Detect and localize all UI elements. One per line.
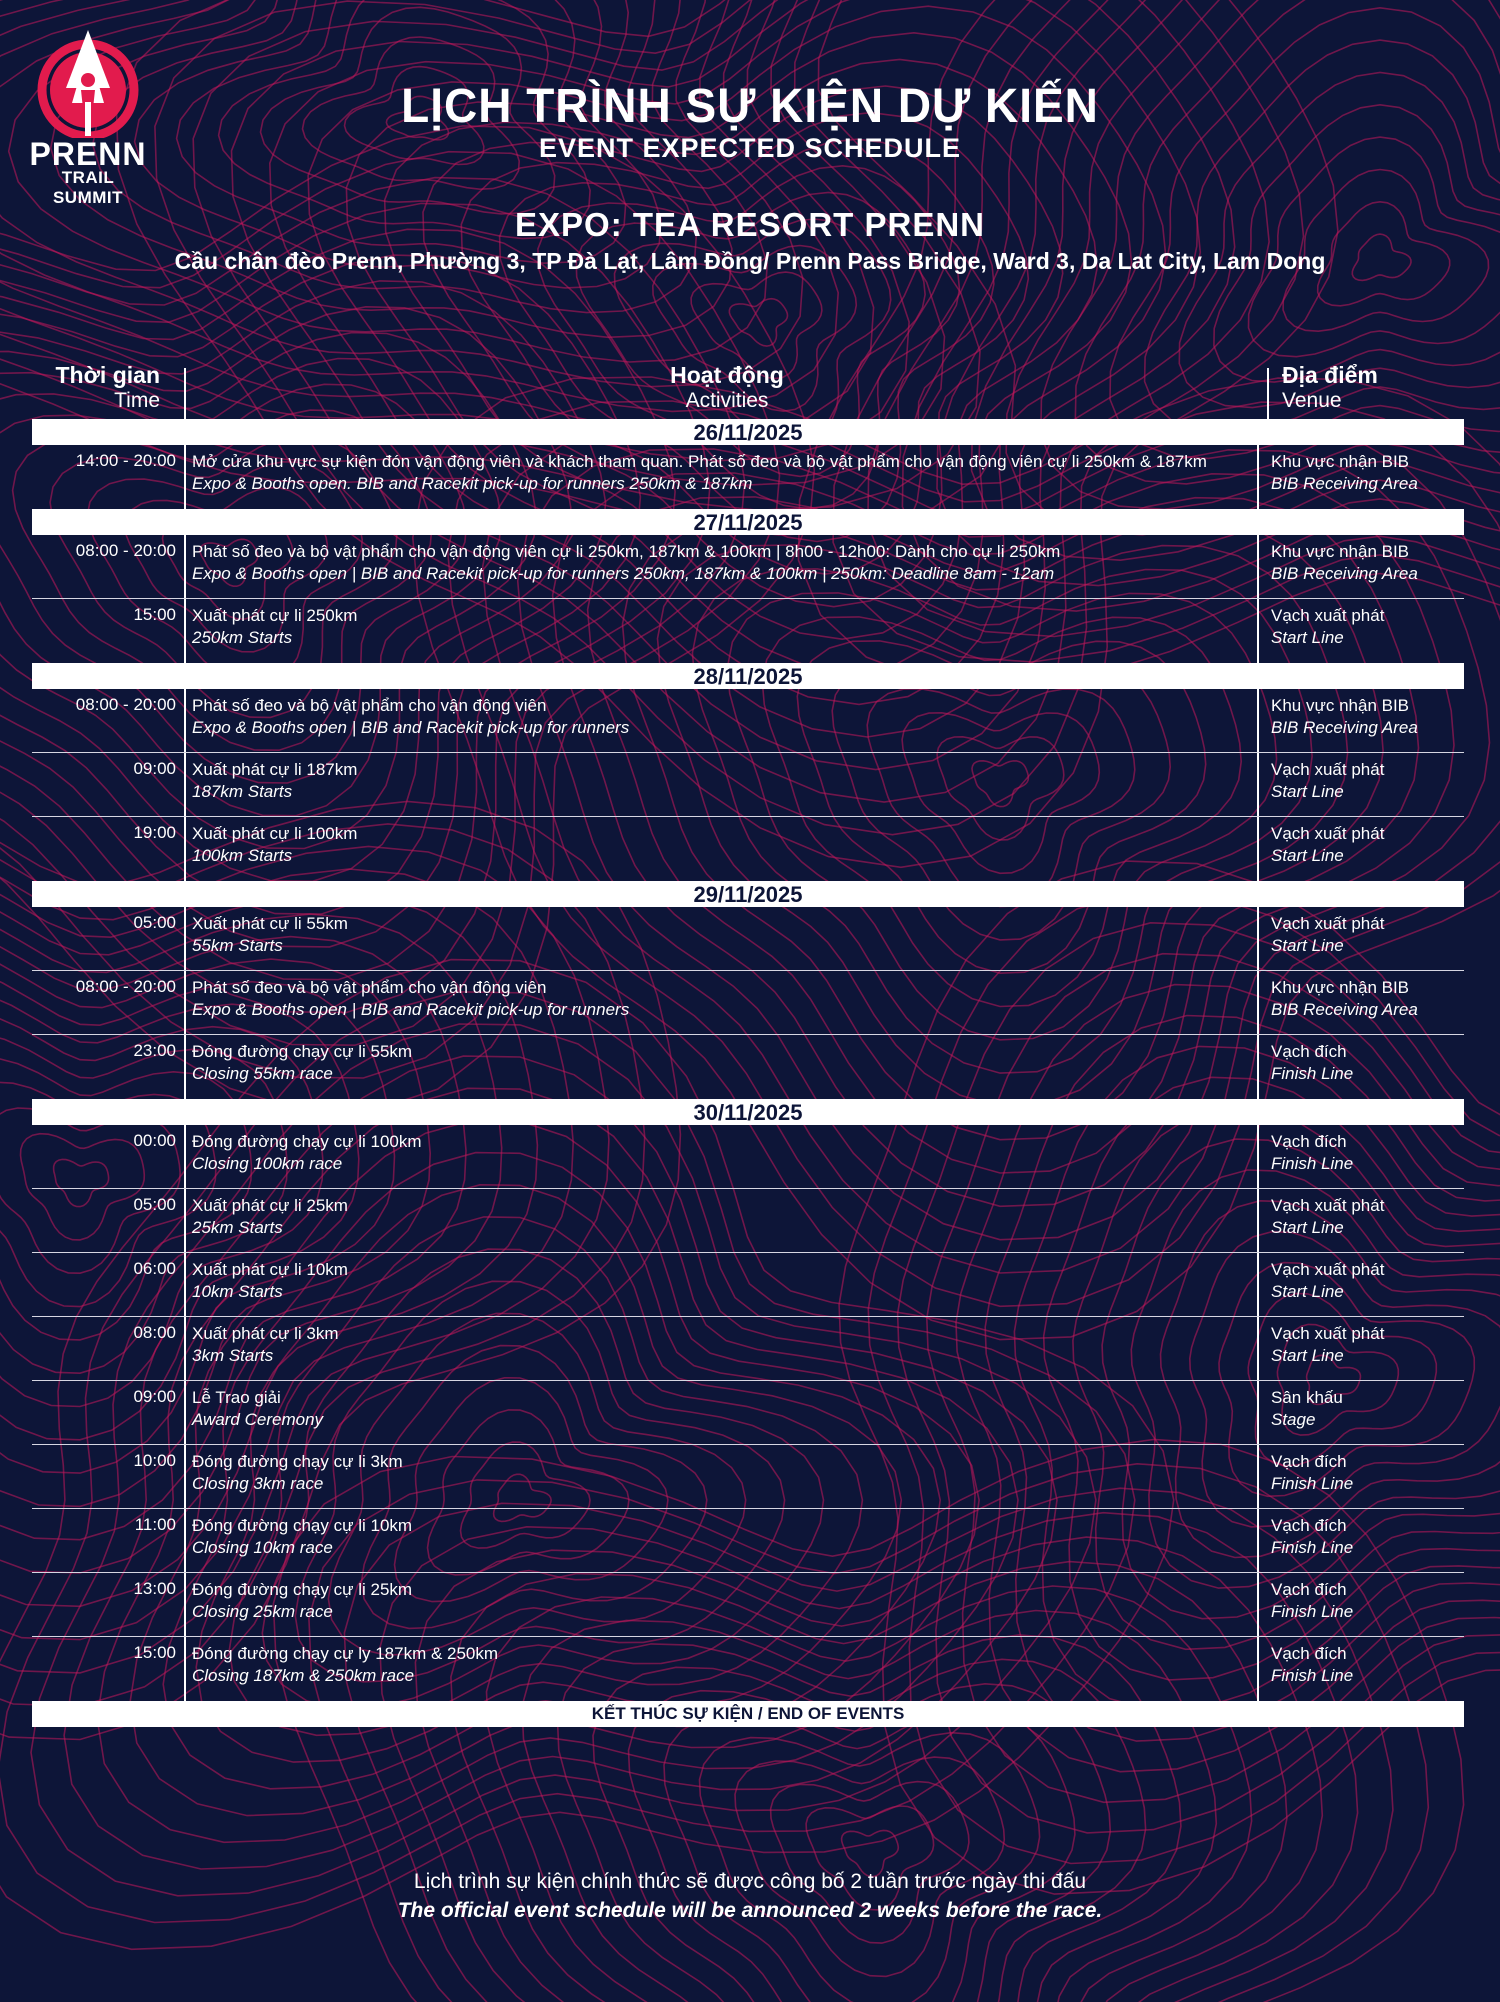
venue-vi: Vạch xuất phát xyxy=(1271,1196,1385,1215)
activity-vi: Lễ Trao giải xyxy=(192,1388,281,1407)
event-activity xyxy=(186,1189,1259,1252)
event-time: 13:00 xyxy=(32,1573,186,1636)
activity-vi: Đóng đường chạy cự li 100km xyxy=(192,1132,422,1151)
event-venue xyxy=(1259,1253,1464,1316)
event-time: 08:00 - 20:00 xyxy=(32,689,186,752)
venue-en: Finish Line xyxy=(1271,1666,1354,1685)
event-venue xyxy=(1259,1035,1464,1099)
activity-en: 25km Starts xyxy=(192,1218,283,1237)
event-time: 00:00 xyxy=(32,1125,186,1188)
event-activity xyxy=(186,1035,1259,1099)
column-header-activity-vi: Hoạt động xyxy=(670,362,784,388)
event-activity xyxy=(186,971,1259,1034)
footer-note-vi: Lịch trình sự kiện chính thức sẽ được công bố 2 tuần trước ngày thi đấu xyxy=(413,1870,1087,1893)
event-activity xyxy=(186,1573,1259,1636)
event-venue xyxy=(1259,1637,1464,1701)
event-venue xyxy=(1259,1445,1464,1508)
activity-en: 3km Starts xyxy=(192,1346,274,1365)
event-venue xyxy=(1259,535,1464,598)
activity-en: Closing 10km race xyxy=(192,1538,333,1557)
activity-en: 100km Starts xyxy=(192,846,293,865)
column-header-venue-en: Venue xyxy=(1282,389,1342,412)
event-venue xyxy=(1259,817,1464,881)
venue-vi: Vạch xuất phát xyxy=(1271,1324,1385,1343)
event-time: 10:00 xyxy=(32,1445,186,1508)
column-header-activity xyxy=(186,362,1268,413)
venue-en: BIB Receiving Area xyxy=(1271,564,1418,583)
date-header: 29/11/2025 xyxy=(32,881,1464,907)
event-venue xyxy=(1259,1381,1464,1444)
event-activity xyxy=(186,689,1259,752)
activity-en: Closing 3km race xyxy=(192,1474,324,1493)
event-venue xyxy=(1259,907,1464,970)
activity-en: Expo & Booths open. BIB and Racekit pick-up for runners 250km & 187km xyxy=(192,474,753,493)
schedule-row xyxy=(32,535,1464,599)
event-venue xyxy=(1259,599,1464,663)
page-title: LỊCH TRÌNH SỰ KIỆN DỰ KIẾN xyxy=(401,77,1099,133)
date-header: 26/11/2025 xyxy=(32,419,1464,445)
venue-vi: Khu vực nhận BIB xyxy=(1271,978,1410,997)
column-header-activity-en: Activities xyxy=(685,389,769,412)
event-time: 14:00 - 20:00 xyxy=(32,445,186,509)
venue-en: Start Line xyxy=(1271,782,1344,801)
activity-en: Award Ceremony xyxy=(192,1410,324,1429)
event-venue xyxy=(1259,753,1464,816)
event-venue xyxy=(1259,971,1464,1034)
event-venue xyxy=(1259,445,1464,509)
end-of-events-bar: KẾT THÚC SỰ KIỆN / END OF EVENTS xyxy=(32,1701,1464,1727)
schedule-row xyxy=(32,1317,1464,1381)
event-time: 15:00 xyxy=(32,599,186,663)
event-venue xyxy=(1259,1317,1464,1380)
venue-vi: Vạch đích xyxy=(1271,1132,1347,1151)
venue-vi: Khu vực nhận BIB xyxy=(1271,452,1410,471)
event-activity xyxy=(186,1125,1259,1188)
activity-vi: Đóng đường chạy cự li 25km xyxy=(192,1580,413,1599)
activity-vi: Đóng đường chạy cự ly 187km & 250km xyxy=(192,1644,499,1663)
venue-en: Start Line xyxy=(1271,628,1344,647)
activity-en: Closing 187km & 250km race xyxy=(192,1666,415,1685)
event-time: 05:00 xyxy=(32,1189,186,1252)
schedule-row xyxy=(32,1253,1464,1317)
column-header-time xyxy=(34,362,160,413)
venue-en: Start Line xyxy=(1271,846,1344,865)
schedule-row xyxy=(32,907,1464,971)
logo-tagline: TRAIL SUMMIT xyxy=(52,168,124,207)
event-venue xyxy=(1259,1189,1464,1252)
event-time: 08:00 - 20:00 xyxy=(32,971,186,1034)
activity-en: Expo & Booths open | BIB and Racekit pick-up for runners xyxy=(192,1000,630,1019)
venue-en: Start Line xyxy=(1271,1346,1344,1365)
activity-vi: Xuất phát cự li 3km xyxy=(192,1324,339,1343)
venue-en: Finish Line xyxy=(1271,1474,1354,1493)
activity-en: Expo & Booths open | BIB and Racekit pick-up for runners xyxy=(192,718,630,737)
venue-vi: Vạch xuất phát xyxy=(1271,824,1385,843)
venue-en: Finish Line xyxy=(1271,1154,1354,1173)
column-header-venue-vi: Địa điểm xyxy=(1282,362,1378,388)
event-time: 23:00 xyxy=(32,1035,186,1099)
event-activity xyxy=(186,1381,1259,1444)
activity-en: 187km Starts xyxy=(192,782,293,801)
event-activity xyxy=(186,445,1259,509)
venue-vi: Vạch đích xyxy=(1271,1452,1347,1471)
schedule-row xyxy=(32,1445,1464,1509)
venue-en: BIB Receiving Area xyxy=(1271,718,1418,737)
column-header-time-vi: Thời gian xyxy=(55,362,160,388)
activity-vi: Phát số đeo và bộ vật phẩm cho vận động viên xyxy=(192,696,547,715)
venue-vi: Khu vực nhận BIB xyxy=(1271,696,1410,715)
activity-vi: Phát số đeo và bộ vật phẩm cho vận động viên cự li 250km, 187km & 100km | 8h00 - 12h00: Dành cho cự li 250km xyxy=(192,542,1061,561)
venue-vi: Vạch đích xyxy=(1271,1580,1347,1599)
event-time: 15:00 xyxy=(32,1637,186,1701)
venue-vi: Vạch đích xyxy=(1271,1042,1347,1061)
expo-venue-title: EXPO: TEA RESORT PRENN xyxy=(515,206,985,243)
event-time: 09:00 xyxy=(32,753,186,816)
activity-vi: Mở cửa khu vực sự kiện đón vận động viên và khách tham quan. Phát số đeo và bộ vật phẩm cho vận động viên cự li 250km & 187km xyxy=(192,452,1207,471)
activity-vi: Đóng đường chạy cự li 3km xyxy=(192,1452,403,1471)
schedule-row xyxy=(32,689,1464,753)
activity-vi: Đóng đường chạy cự li 10km xyxy=(192,1516,413,1535)
event-venue xyxy=(1259,1125,1464,1188)
event-time: 11:00 xyxy=(32,1509,186,1572)
venue-vi: Vạch đích xyxy=(1271,1644,1347,1663)
event-activity xyxy=(186,1509,1259,1572)
venue-en: Start Line xyxy=(1271,1218,1344,1237)
event-venue xyxy=(1259,1573,1464,1636)
event-time: 09:00 xyxy=(32,1381,186,1444)
venue-vi: Vạch đích xyxy=(1271,1516,1347,1535)
event-venue xyxy=(1259,689,1464,752)
activity-vi: Đóng đường chạy cự li 55km xyxy=(192,1042,413,1061)
event-activity xyxy=(186,817,1259,881)
schedule-table xyxy=(32,419,1464,1727)
activity-vi: Xuất phát cự li 100km xyxy=(192,824,358,843)
venue-vi: Vạch xuất phát xyxy=(1271,760,1385,779)
venue-vi: Sân khấu xyxy=(1271,1388,1343,1407)
column-header-venue xyxy=(1282,362,1482,413)
venue-en: Start Line xyxy=(1271,936,1344,955)
venue-vi: Vạch xuất phát xyxy=(1271,1260,1385,1279)
event-time: 05:00 xyxy=(32,907,186,970)
venue-vi: Vạch xuất phát xyxy=(1271,606,1385,625)
header-divider xyxy=(184,368,186,420)
expo-address: Cầu chân đèo Prenn, Phường 3, TP Đà Lạt, Lâm Đồng/ Prenn Pass Bridge, Ward 3, Da Lat City, Lam Dong xyxy=(174,248,1326,274)
event-activity xyxy=(186,907,1259,970)
event-activity xyxy=(186,1445,1259,1508)
schedule-row xyxy=(32,599,1464,663)
column-header-time-en: Time xyxy=(114,389,160,412)
footer-note-en: The official event schedule will be announced 2 weeks before the race. xyxy=(397,1899,1103,1922)
activity-en: 55km Starts xyxy=(192,936,283,955)
schedule-row xyxy=(32,753,1464,817)
activity-vi: Phát số đeo và bộ vật phẩm cho vận động viên xyxy=(192,978,547,997)
event-time: 08:00 - 20:00 xyxy=(32,535,186,598)
date-header: 27/11/2025 xyxy=(32,509,1464,535)
schedule-row xyxy=(32,971,1464,1035)
event-activity xyxy=(186,1317,1259,1380)
activity-vi: Xuất phát cự li 10km xyxy=(192,1260,348,1279)
venue-en: Finish Line xyxy=(1271,1064,1354,1083)
event-activity xyxy=(186,535,1259,598)
activity-en: Expo & Booths open | BIB and Racekit pick-up for runners 250km, 187km & 100km | 250km: Deadline 8am - 12am xyxy=(192,564,1055,583)
schedule-row xyxy=(32,1573,1464,1637)
activity-vi: Xuất phát cự li 55km xyxy=(192,914,348,933)
date-header: 28/11/2025 xyxy=(32,663,1464,689)
venue-vi: Vạch xuất phát xyxy=(1271,914,1385,933)
schedule-row xyxy=(32,1637,1464,1701)
event-activity xyxy=(186,753,1259,816)
venue-en: Start Line xyxy=(1271,1282,1344,1301)
event-venue xyxy=(1259,1509,1464,1572)
date-header: 30/11/2025 xyxy=(32,1099,1464,1125)
logo-wordmark: PRENN xyxy=(29,136,147,172)
activity-en: Closing 55km race xyxy=(192,1064,333,1083)
event-activity xyxy=(186,1253,1259,1316)
schedule-row xyxy=(32,817,1464,881)
header-divider xyxy=(1267,368,1269,420)
venue-en: Finish Line xyxy=(1271,1538,1354,1557)
activity-vi: Xuất phát cự li 250km xyxy=(192,606,358,625)
venue-vi: Khu vực nhận BIB xyxy=(1271,542,1410,561)
activity-en: Closing 25km race xyxy=(192,1602,333,1621)
venue-en: Stage xyxy=(1271,1410,1316,1429)
event-time: 06:00 xyxy=(32,1253,186,1316)
venue-en: BIB Receiving Area xyxy=(1271,1000,1418,1019)
activity-vi: Xuất phát cự li 187km xyxy=(192,760,358,779)
event-time: 19:00 xyxy=(32,817,186,881)
schedule-row xyxy=(32,1509,1464,1573)
schedule-row xyxy=(32,445,1464,509)
venue-en: BIB Receiving Area xyxy=(1271,474,1418,493)
venue-en: Finish Line xyxy=(1271,1602,1354,1621)
event-time: 08:00 xyxy=(32,1317,186,1380)
schedule-row xyxy=(32,1035,1464,1099)
schedule-row xyxy=(32,1125,1464,1189)
activity-vi: Xuất phát cự li 25km xyxy=(192,1196,348,1215)
schedule-row xyxy=(32,1381,1464,1445)
activity-en: 10km Starts xyxy=(192,1282,283,1301)
page-subtitle: EVENT EXPECTED SCHEDULE xyxy=(538,133,962,163)
schedule-row xyxy=(32,1189,1464,1253)
event-activity xyxy=(186,599,1259,663)
activity-en: Closing 100km race xyxy=(192,1154,343,1173)
activity-en: 250km Starts xyxy=(192,628,293,647)
event-activity xyxy=(186,1637,1259,1701)
